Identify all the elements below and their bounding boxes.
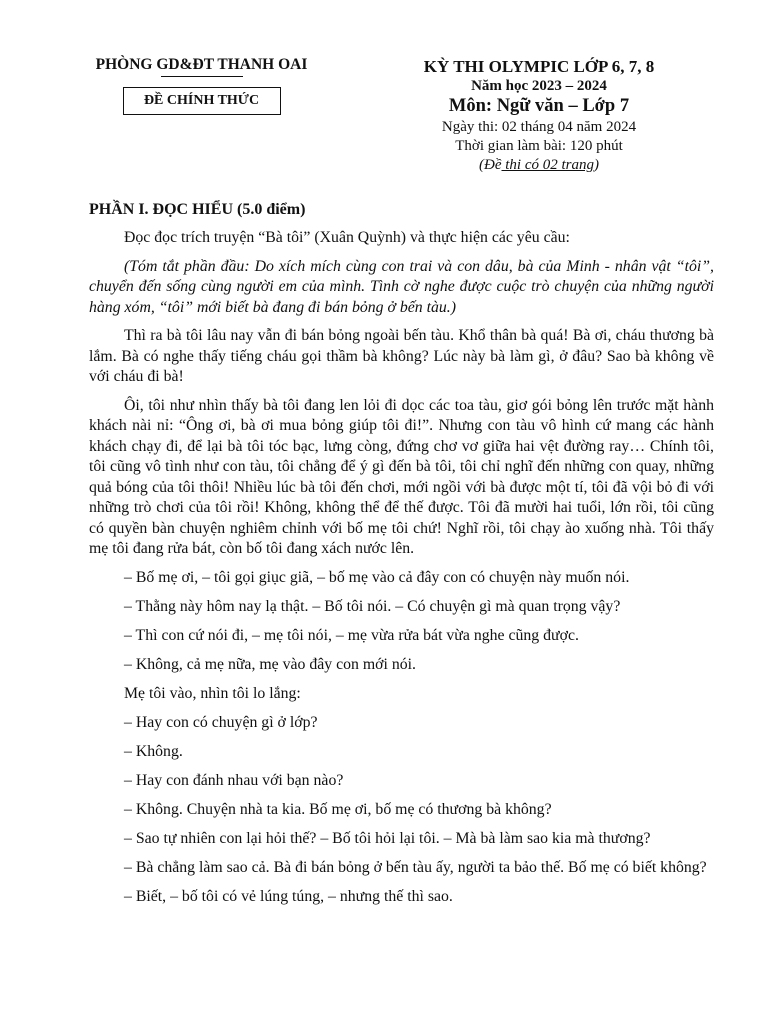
exam-body xyxy=(89,200,714,916)
page-note-main: thi có 02 trang xyxy=(501,157,594,173)
instruction-paragraph: Đọc đọc trích truyện “Bà tôi” (Xuân Quỳnh) và thực hiện các yêu cầu: xyxy=(124,229,570,246)
official-exam-box: ĐỀ CHÍNH THỨC xyxy=(123,87,281,115)
summary-paragraph: (Tóm tắt phần đầu: Do xích mích cùng con trai và con dâu, bà của Minh - nhân vật “tôi”, chuyển đến sống cùng người em của mình. Tình cờ nghe được cuộc trò chuyện của những người hàng xóm, “tôi” mới biết bà đang đi bán bỏng ở bến tàu.) xyxy=(89,257,714,316)
story-paragraph: Thì ra bà tôi lâu nay vẫn đi bán bỏng ngoài bến tàu. Khổ thân bà quá! Bà ơi, cháu thương bà lắm. Bà có nghe thấy tiếng cháu gọi thầm bà không? Lúc này bà làm gì, ở đâu? Sao bà không về với cháu đi bà! xyxy=(89,327,714,385)
dialogue-line: – Bố mẹ ơi, – tôi gọi giục giã, – bố mẹ vào cả đây con có chuyện này muốn nói. xyxy=(124,568,630,586)
department-name: PHÒNG GD&ĐT THANH OAI xyxy=(95,56,308,73)
dialogue-line: – Sao tự nhiên con lại hỏi thế? – Bố tôi hỏi lại tôi. – Mà bà làm sao kia mà thương? xyxy=(124,829,651,847)
page-note-close: ) xyxy=(594,157,599,173)
exam-duration: Thời gian làm bài: 120 phút xyxy=(455,138,623,154)
dialogue-line: – Bà chẳng làm sao cả. Bà đi bán bỏng ở bến tàu ấy, người ta bảo thế. Bố mẹ có biết không? xyxy=(124,858,707,876)
dialogue-line: – Biết, – bố tôi có vẻ lúng túng, – nhưng thế thì sao. xyxy=(124,887,453,905)
header-left xyxy=(89,56,314,115)
page-count-note xyxy=(400,156,678,175)
exam-date: Ngày thi: 02 tháng 04 năm 2024 xyxy=(441,119,637,135)
dialogue-line: – Thì con cứ nói đi, – mẹ tôi nói, – mẹ vừa rửa bát vừa nghe cũng được. xyxy=(124,626,579,644)
dialogue-line: – Không. xyxy=(124,742,183,760)
department-underline xyxy=(161,76,243,77)
section-title: PHẦN I. ĐỌC HIỂU (5.0 điểm) xyxy=(89,201,306,218)
school-year: Năm học 2023 – 2024 xyxy=(471,78,607,94)
story-line: Mẹ tôi vào, nhìn tôi lo lắng: xyxy=(124,684,301,702)
subject-line: Môn: Ngữ văn – Lớp 7 xyxy=(448,96,630,116)
dialogue-line: – Hay con có chuyện gì ở lớp? xyxy=(124,713,318,731)
exam-title: KỲ THI OLYMPIC LỚP 6, 7, 8 xyxy=(423,57,655,76)
dialogue-line: – Thằng này hôm nay lạ thật. – Bố tôi nói. – Có chuyện gì mà quan trọng vậy? xyxy=(124,597,621,615)
dialogue-line: – Không. Chuyện nhà ta kia. Bố mẹ ơi, bố mẹ có thương bà không? xyxy=(124,800,552,818)
page-note-open: (Đề xyxy=(479,157,502,173)
dialogue-line: – Hay con đánh nhau với bạn nào? xyxy=(124,771,344,789)
story-paragraph: Ôi, tôi như nhìn thấy bà tôi đang len lỏi đi dọc các toa tàu, giơ gói bỏng lên trước mặt hành khách nài nỉ: “Ông ơi, bà ơi mua bỏng giúp tôi đi!”. Nhưng con tàu vô hình cứ mang các hành khách chạy đi, để lại bà tôi tóc bạc, lưng còng, đứng chơ vơ giữa hai vệt đường ray… Chính tôi, tôi cũng vô tình như con tàu, tôi chẳng để ý gì đến bà tôi, tôi chỉ nghĩ đến những con quay, những quả bóng của tôi thôi! Nhiều lúc bà tôi đến chơi, mới ngồi với bà được một tí, tôi đã vội bỏ đi với những trò chơi của tôi rồi! Không, không thể để thế được. Tôi đã mười hai tuổi, lớn rồi, tôi cũng có quyền bàn chuyện nghiêm chỉnh với bố mẹ tôi chứ! Nghĩ rồi, tôi chạy ào xuống nhà. Tôi thấy mẹ tôi đang rửa bát, còn bố tôi đang xách nước lên. xyxy=(89,396,714,557)
dialogue-line: – Không, cả mẹ nữa, mẹ vào đây con mới nói. xyxy=(124,655,416,673)
header-right xyxy=(400,56,678,175)
